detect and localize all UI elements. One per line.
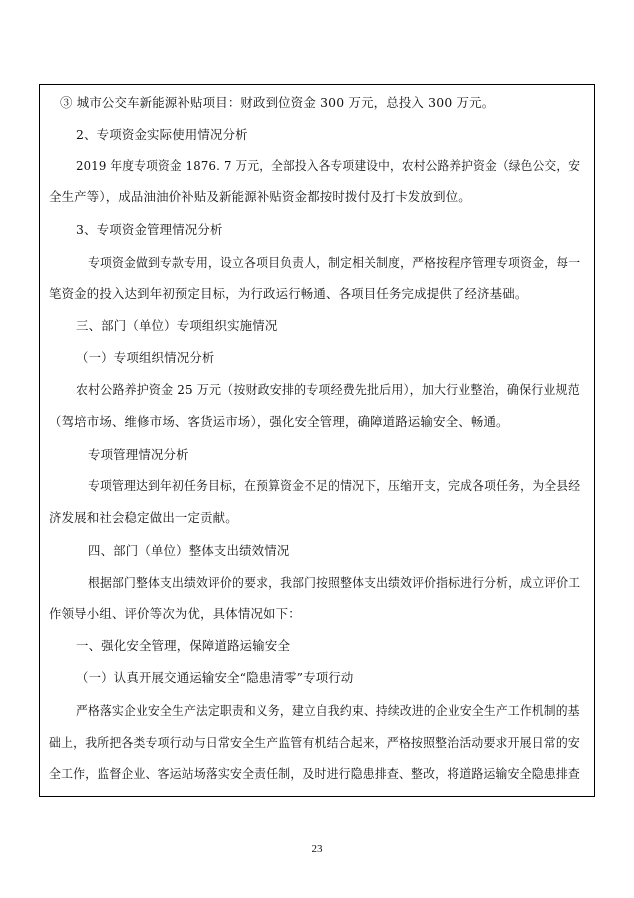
- text-line: 济发展和社会稳定做出一定贡献。: [49, 510, 238, 525]
- text-line: 三、部门（单位）专项组织实施情况: [76, 318, 278, 333]
- text-line: 础上，我所把各类专项行动与日常安全生产监管有机结合起来，严格按照整治活动要求开展日常的安: [49, 735, 581, 750]
- text-line: 2、专项资金实际使用情况分析: [76, 127, 248, 142]
- content-table-frame: [39, 84, 595, 797]
- text-line: 作领导小组、评价等次为优，具体情况如下：: [49, 606, 301, 621]
- page-number: 23: [311, 843, 323, 855]
- text-line: 一、强化安全管理，保障道路运输安全: [76, 638, 291, 653]
- text-line: （驾培市场、维修市场、客货运市场），强化安全管理，确障道路运输安全、畅通。: [49, 414, 509, 429]
- text-line: 农村公路养护资金 25 万元（按财政安排的专项经费先批后用），加大行业整治，确保行业规范: [76, 382, 580, 397]
- text-line: 专项资金做到专款专用，设立各项目负责人，制定相关制度，严格按程序管理专项资金，每一: [88, 255, 581, 270]
- text-line: ③ 城市公交车新能源补贴项目：财政到位资金 300 万元，总投入 300 万元。: [60, 95, 495, 110]
- text-line: （一）专项组织情况分析: [76, 350, 215, 365]
- text-line: 专项管理情况分析: [88, 447, 189, 462]
- text-line: 2019 年度专项资金 1876. 7 万元，全部投入各专项建设中，农村公路养护资金（绿色公交，安: [76, 158, 581, 173]
- text-line: （一）认真开展交通运输安全“隐患清零”专项行动: [76, 670, 354, 685]
- text-line: 3、专项资金管理情况分析: [76, 222, 223, 237]
- text-line: 四、部门（单位）整体支出绩效情况: [88, 543, 290, 558]
- text-line: 严格落实企业安全生产法定职责和义务，建立自我约束、持续改进的企业安全生产工作机制的基: [76, 703, 580, 718]
- text-line: 根据部门整体支出绩效评价的要求，我部门按照整体支出绩效评价指标进行分析，成立评价工: [88, 575, 581, 590]
- text-line: 笔资金的投入达到年初预定目标，为行政运行畅通、各项目任务完成提供了经济基础。: [49, 286, 528, 301]
- text-line: 全工作，监督企业、客运站场落实安全责任制，及时进行隐患排查、整改，将道路运输安全隐患排查: [49, 766, 581, 781]
- text-line: 专项管理达到年初任务目标，在预算资金不足的情况下，压缩开支，完成各项任务，为全县经: [88, 478, 581, 493]
- text-line: 全生产等），成品油油价补贴及新能源补贴资金都按时拨付及打卡发放到位。: [49, 189, 471, 204]
